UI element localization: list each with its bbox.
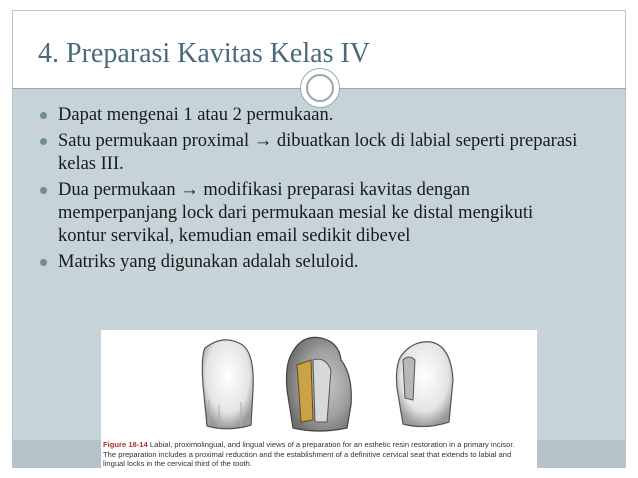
slide-title: 4. Preparasi Kavitas Kelas IV — [38, 38, 371, 69]
figure-label: Figure 18-14 — [103, 440, 148, 449]
bullet-text: Satu permukaan proximal → dibuatkan lock di labial seperti preparasi kelas III. — [58, 131, 578, 174]
lingual-view-tooth — [397, 342, 454, 427]
labial-view-tooth — [202, 340, 253, 429]
caption-line-3: lingual locks in the cervical third of the tooth. — [103, 459, 253, 469]
tooth-figure — [101, 330, 537, 470]
bullet-item — [40, 130, 580, 176]
bullet-dot-icon — [40, 187, 47, 194]
caption-line-2: The preparation includes a proximal reduction and the establishment of a definitive cervical seat that extends to labial and — [103, 449, 512, 459]
proximolingual-view-tooth — [287, 337, 352, 431]
bullet-text: Dapat mengenai 1 atau 2 permukaan. — [58, 105, 334, 125]
bullet-dot-icon — [40, 138, 47, 145]
bullet-list — [40, 104, 580, 277]
divider-ornament-ring — [306, 74, 334, 102]
bullet-dot-icon — [40, 112, 47, 119]
bullet-item — [40, 104, 580, 127]
bullet-item — [40, 179, 580, 248]
caption-line-1: Labial, proximolingual, and lingual views of a preparation for an esthetic resin restoration in a primary incisor. — [149, 440, 515, 449]
bullet-text: Matriks yang digunakan adalah seluloid. — [58, 252, 359, 272]
figure-caption — [103, 440, 535, 469]
tooth-illustrations — [101, 330, 537, 442]
bullet-item — [40, 251, 580, 274]
bullet-dot-icon — [40, 259, 47, 266]
bullet-text: Dua permukaan → modifikasi preparasi kavitas dengan memperpanjang lock dari permukaan mesial ke distal mengikuti kontur servikal, kemudian email sedikit dibevel — [58, 180, 534, 246]
